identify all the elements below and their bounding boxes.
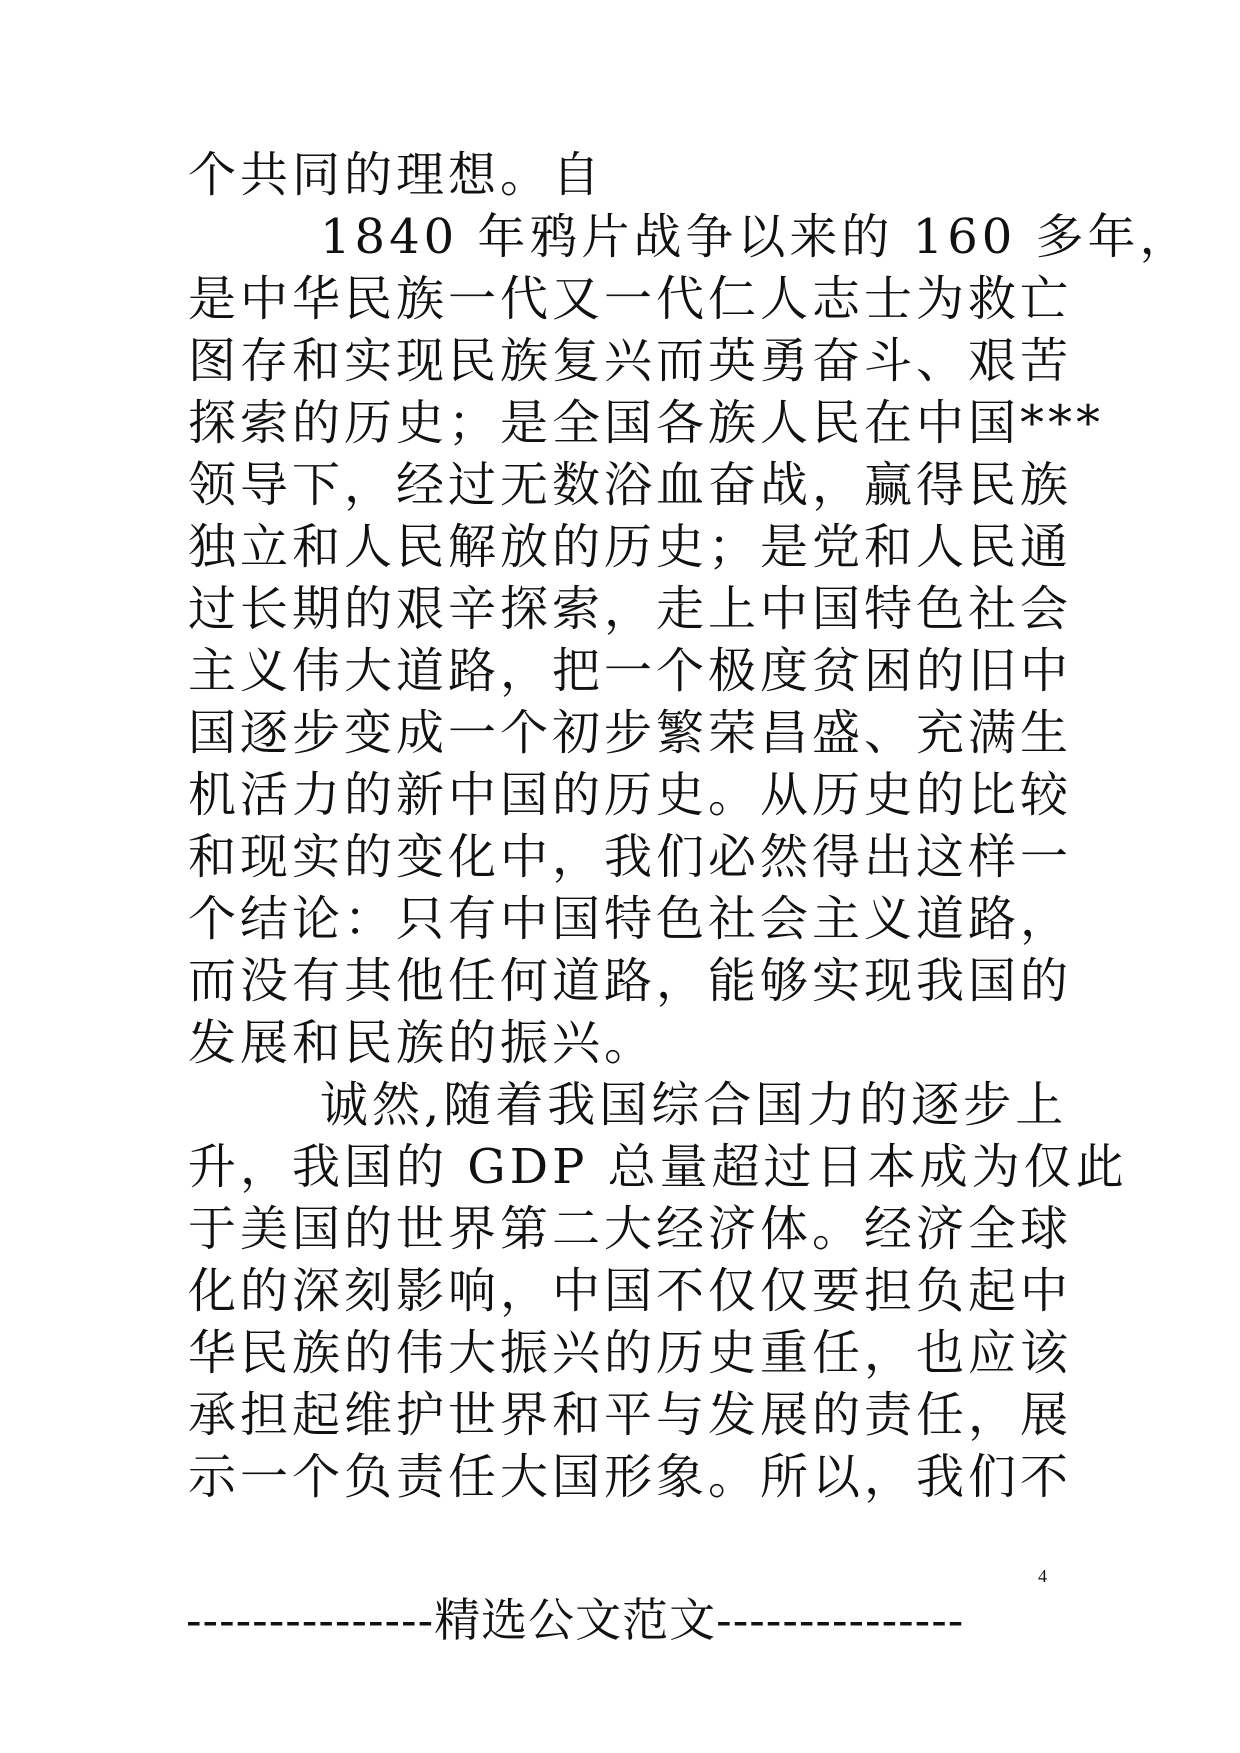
text-line: 和现实的变化中，我们必然得出这样一 <box>188 829 1073 885</box>
text-line: 化的深刻影响，中国不仅仅要担负起中 <box>188 1263 1073 1319</box>
text-line: 示一个负责任大国形象。所以，我们不 <box>188 1449 1073 1505</box>
text-line: 国逐步变成一个初步繁荣昌盛、充满生 <box>188 705 1073 761</box>
text-line: 个结论：只有中国特色社会主义道路， <box>188 891 1073 947</box>
text-line: 过长期的艰辛探索，走上中国特色社会 <box>188 581 1073 637</box>
text-line: 个共同的理想。自 <box>188 147 605 203</box>
text-line: 图存和实现民族复兴而英勇奋斗、艰苦 <box>188 333 1073 389</box>
text-line: 发展和民族的振兴。 <box>188 1015 657 1071</box>
text-line: 升，我国的 GDP 总量超过日本成为仅此 <box>188 1139 1128 1195</box>
text-line: 探索的历史；是全国各族人民在中国*** <box>188 395 1105 451</box>
text-line: 领导下，经过无数浴血奋战，赢得民族 <box>188 457 1073 513</box>
text-line: 华民族的伟大振兴的历史重任，也应该 <box>188 1325 1073 1381</box>
paragraph-start-line: 1840 年鸦片战争以来的 160 多年， <box>320 209 1192 265</box>
text-line: 于美国的世界第二大经济体。经济全球 <box>188 1201 1073 1257</box>
text-line: 承担起维护世界和平与发展的责任，展 <box>188 1387 1073 1443</box>
text-line: 主义伟大道路，把一个极度贫困的旧中 <box>188 643 1073 699</box>
paragraph-start-line: 诚然,随着我国综合国力的逐步上 <box>320 1077 1068 1133</box>
text-line: 是中华民族一代又一代仁人志士为救亡 <box>188 271 1073 327</box>
page-number: 4 <box>1038 1566 1047 1586</box>
text-line: 独立和人民解放的历史；是党和人民通 <box>188 519 1073 575</box>
footer-banner: ---------------精选公文范文--------------- <box>186 1593 965 1647</box>
text-line: 机活力的新中国的历史。从历史的比较 <box>188 767 1073 823</box>
text-line: 而没有其他任何道路，能够实现我国的 <box>188 953 1073 1009</box>
